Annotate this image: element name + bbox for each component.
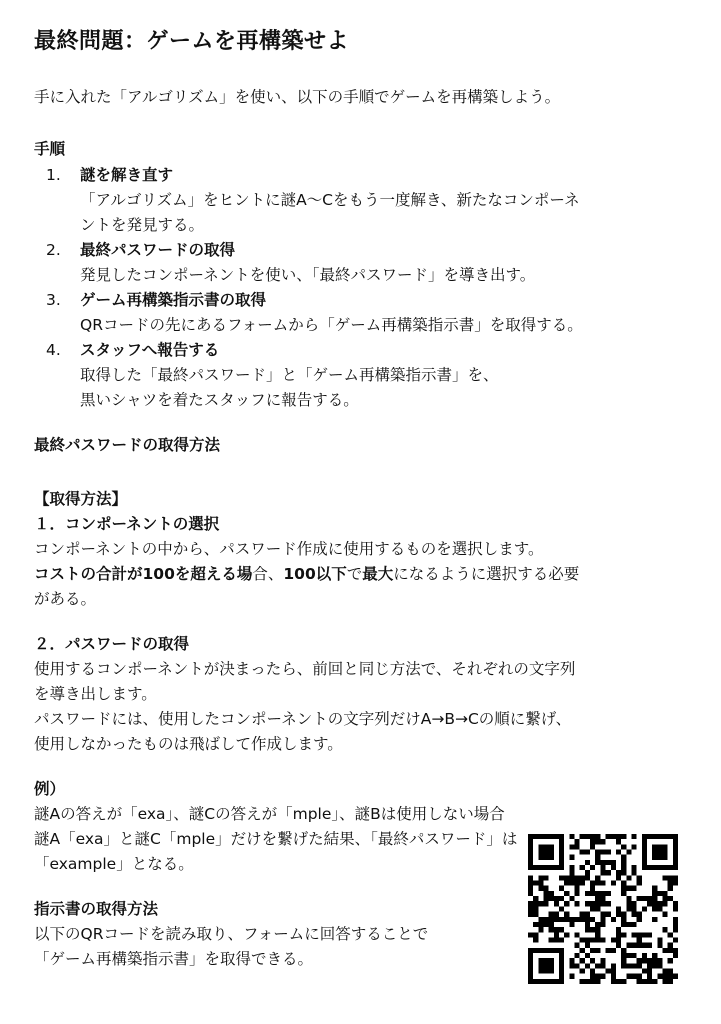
page-title: 最終問題：ゲームを再構築せよ (34, 29, 350, 54)
part2-line: 使用するコンポーネントが決まったら、前回と同じ方法で、それぞれの文字列 (34, 660, 576, 678)
step-text: 「アルゴリズム」をヒントに謎A〜Cをもう一度解き、新たなコンポーネ (80, 191, 580, 209)
rule-emphasis: 100以下 (283, 565, 347, 583)
method-subheading: 【取得方法】 (34, 490, 128, 508)
procedure-step (34, 163, 694, 238)
rule-text: で (346, 565, 363, 583)
procedure-step (34, 238, 694, 288)
part2-line: 使用しなかったものは飛ばして作成します。 (34, 735, 343, 753)
step-number: 4. (46, 341, 61, 359)
step-title: スタッフへ報告する (80, 341, 220, 359)
example-line: 謎A「exa」と謎C「mple」だけを繋げた結果、「最終パスワード」は (34, 830, 518, 848)
step-number: 3. (46, 291, 61, 309)
step-text: 黒いシャツを着たスタッフに報告する。 (80, 391, 359, 409)
example-heading: 例） (34, 780, 66, 798)
example-line: 謎Aの答えが「exa」、謎Cの答えが「mple」、謎Bは使用しない場合 (34, 805, 505, 823)
step-text: QRコードの先にあるフォームから「ゲーム再構築指示書」を取得する。 (80, 316, 583, 334)
step-title: ゲーム再構築指示書の取得 (80, 291, 267, 309)
procedure-steps (34, 163, 694, 413)
rule-emphasis: 最大 (362, 565, 394, 583)
part1-line: がある。 (34, 590, 97, 608)
instructions-line: 「ゲーム再構築指示書」を取得できる。 (34, 950, 314, 968)
part1-line: コンポーネントの中から、パスワード作成に使用するものを選択します。 (34, 540, 544, 558)
instructions-line: 以下のQRコードを読み取り、フォームに回答することで (34, 925, 429, 943)
qr-code-icon[interactable] (528, 834, 678, 984)
part1-rule-line (34, 562, 694, 587)
step-number: 1. (46, 166, 61, 184)
step-text: ントを発見する。 (80, 216, 205, 234)
document-page (34, 24, 694, 972)
step-number: 2. (46, 241, 61, 259)
procedure-heading: 手順 (34, 140, 66, 158)
step-text: 発見したコンポーネントを使い、「最終パスワード」を導き出す。 (80, 266, 536, 284)
part2-line: パスワードには、使用したコンポーネントの文字列だけA→B→Cの順に繋げ、 (34, 710, 572, 728)
part2-line: を導き出します。 (34, 685, 157, 703)
step-title: 謎を解き直す (80, 166, 174, 184)
rule-text: になるように選択する必要 (393, 565, 580, 583)
rule-emphasis: コストの合計が100を超える場 (34, 565, 253, 583)
rule-text: 合、 (252, 565, 284, 583)
procedure-step (34, 288, 694, 338)
part1-heading: １．コンポーネントの選択 (34, 515, 220, 533)
procedure-step (34, 338, 694, 413)
intro-text: 手に入れた「アルゴリズム」を使い、以下の手順でゲームを再構築しよう。 (34, 88, 561, 106)
step-text: 取得した「最終パスワード」と「ゲーム再構築指示書」を、 (80, 366, 499, 384)
part2-heading: ２．パスワードの取得 (34, 635, 190, 653)
instructions-heading: 指示書の取得方法 (34, 900, 159, 918)
example-line: 「example」となる。 (34, 855, 194, 873)
step-title: 最終パスワードの取得 (80, 241, 236, 259)
password-method-heading: 最終パスワードの取得方法 (34, 436, 221, 454)
